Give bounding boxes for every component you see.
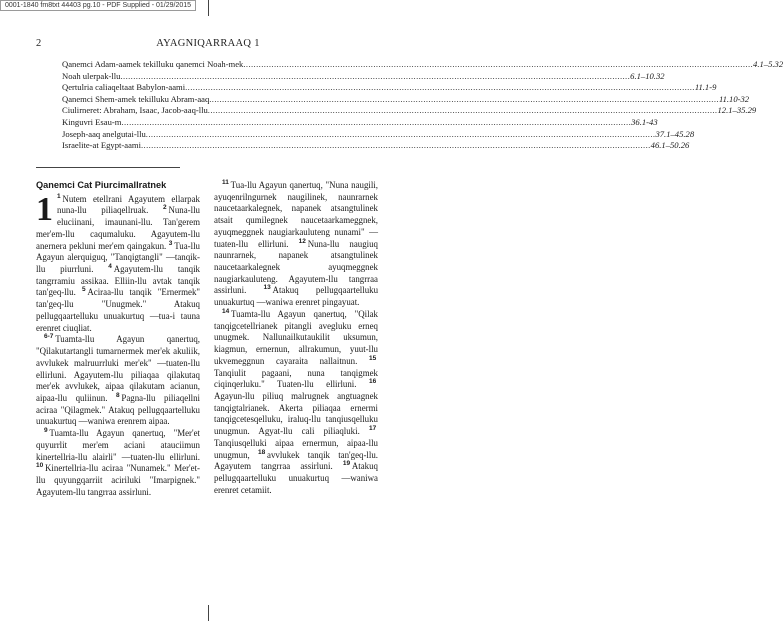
section-divider: [36, 167, 180, 168]
verse-text: Aciraa-llu tanqik "Ernermek" tan'geq-llu "Unugmek." Atakuq pellugqaartelluku unuakurtuq —tua-i tauna erenret ciuqliat.: [36, 287, 201, 333]
verse-number: 15: [368, 354, 377, 362]
toc-leader-dots: ........................................................................................................................................................................................................: [207, 105, 718, 116]
section-heading: Qanemci Cat Piurcimallratnek: [36, 180, 167, 190]
toc-entry-title: Qanemci Adam-aamek tekilluku qanemci Noah-mek: [62, 59, 244, 69]
print-slug: 0001-1840 fm8txt 44403 pg.10 - PDF Supplied - 01/29/2015: [0, 0, 196, 11]
toc-entry-title: Israelite-at Egypt-aami: [62, 140, 141, 151]
toc-leader-dots: ........................................................................................................................................................................................................: [209, 93, 719, 104]
verse-number: 2: [163, 204, 167, 212]
verse-text: Agayun-llu piliuq malrugnek angtuagnek tanqigtalrianek. Akerta piliaqaa ernermi tanqigcetesqelluku, iraluq-llu tanqiusqelluku unugmun. Agyat-llu cali piliaqluki.: [214, 390, 378, 437]
verse-number: 1: [57, 192, 61, 200]
verse-text: Tanqiusqelluki aipaa ernermun, aipaa-llu unugmun,: [214, 437, 378, 460]
toc-leader-dots: ........................................................................................................................................................................................................: [185, 82, 695, 93]
verse-paragraph: [214, 309, 378, 497]
verse-number: 19: [342, 460, 351, 468]
toc-leader-dots: ........................................................................................................................................................................................................: [140, 140, 651, 151]
verse-text: Tuamta-llu Agayun qanertuq, "Qilak tanqigcetellrianek pitangli avegluku erneq unugmek. Nallunailkutaukilit uksumun, kiagmun, ernernun, allrakumun, yuut-llu ukvemeggnun cayaraita nallaitnun.: [214, 308, 378, 366]
verse-text: Tanqiulit pagaani, nuna tanqigmek ciqinqerluku." Tuaten-llu ellirluni.: [214, 367, 378, 390]
verse-number: 16: [369, 378, 377, 386]
toc-entry: [62, 140, 690, 152]
toc-entry-reference: 11.10-32: [718, 93, 750, 104]
running-header: [36, 38, 380, 52]
chapter-number: 1: [36, 190, 53, 228]
verse-text: Tua-llu Agayun alerquiguq, "Tanqigtangli" —tanqik-llu piurrluni.: [36, 240, 200, 275]
toc-entry-title: Ciulirneret: Abraham, Isaac, Jacob-aaq-llu: [62, 105, 208, 116]
crop-mark-top: [208, 0, 209, 16]
toc-entry-reference: 46.1–50.26: [650, 140, 690, 151]
toc-entry: [62, 116, 658, 129]
toc-entry-title: Kinguvri Esau-m: [62, 116, 122, 127]
toc-entry-title: Qertulria caliaqeltaat Babylon-aami: [62, 82, 186, 93]
toc-entry-reference: 4.1–5.32: [753, 59, 783, 69]
verse-number: 14: [222, 307, 230, 315]
crop-mark-bottom: [208, 605, 209, 621]
verse-text: avvlukek tanqik tan'geq-llu. Agayutem tangrraa assirluni.: [214, 449, 379, 472]
toc-entry-reference: 36.1-43: [631, 116, 658, 127]
verse-text: Nuna-llu naugiuq naunrarnek, napanek atsangtulinek naucetaarkalegnek ayuqmeggnek naugiarkauluteng. Agayutem-llu tangrraa assirluni.: [214, 238, 378, 296]
verse-number: 5: [81, 286, 86, 294]
verse-number: 13: [263, 284, 271, 292]
verse-number: 10: [36, 462, 44, 470]
verse-paragraph: [36, 190, 201, 335]
verse-number: 12: [298, 237, 306, 245]
left-text-column: [36, 180, 200, 498]
verse-paragraph: [214, 180, 378, 309]
toc-entry-reference: 11.1-9: [694, 82, 717, 93]
verse-number: 17: [368, 425, 377, 433]
verse-text: Agayutem-llu tanqik tangrramiu assikaa. Elliin-llu avtak tanqik tan'geq-llu.: [36, 264, 200, 298]
left-column-body: [36, 190, 201, 499]
toc-entry: [62, 93, 750, 106]
toc-leader-dots: ........................................................................................................................................................................................................: [121, 116, 632, 127]
toc-entry: [62, 82, 717, 94]
verse-number: 4: [108, 263, 112, 271]
toc-leader-dots: ........................................................................................................................................................................................................: [243, 59, 754, 69]
verse-text: Atakuq pellugqaartelluku unuakurtuq —waniwa erenret cetamiit.: [214, 461, 378, 495]
toc-entry-reference: 37.1–45.28: [655, 128, 695, 139]
running-title: AYAGNIQARRAAQ 1: [156, 38, 260, 49]
toc-leader-dots: ........................................................................................................................................................................................................: [120, 70, 631, 81]
verse-text: Tua-llu Agayun qanertuq, "Nuna naugili, ayuqenrilngurnek naugilinek, naunrarnek naucetaarkalegnek, napanek atsangtulinek atsait qumilegnek naucetaarkameggnek, ayuqmeggnek naugiarkauluteng nunami" —tuaten-llu ellirluni.: [214, 180, 378, 249]
verse-number: 11: [222, 179, 229, 187]
verse-text: Pagna-llu piliaqellni aciraa "Qilagmek." Atakuq pellugqaartelluku unuakurtuq —waniwa erenrem aipaa.: [36, 392, 200, 427]
verse-paragraph: [36, 334, 200, 428]
right-column-body: [214, 180, 378, 496]
verse-paragraph: [36, 428, 200, 498]
verse-number: 18: [258, 448, 266, 456]
toc-entry: [62, 128, 695, 141]
toc-entry-title: Joseph-aaq anelgutai-llu: [62, 128, 146, 139]
toc-entry: [62, 105, 757, 117]
verse-text: Nutem etellrani Agayutem ellarpak nuna-llu piliaqellruak.: [57, 193, 200, 216]
verse-text: Atakuq pellugqaartelluku unuakurtuq —waniwa erenret pingayuat.: [214, 285, 379, 308]
verse-number: 8: [116, 391, 120, 399]
verse-text: Tuamta-llu Agayun qanertuq, "Qilakutartangli tumarnermek mer'ek akuliik, avvlukek malruurrluki mer'ek" —tuaten-llu ellirluni. Agayutem-llu piliaqaa qilakutaq mer'ek avvlukek, aipaa qilakutam acianun, aipaa-llu quliinun.: [36, 334, 200, 403]
verse-text: Nuna-llu eluciinani, imaunani-llu. Tan'gerem mer'em-llu caqumaluku. Agayutem-llu anernera pekluni mer'em qaingakun.: [36, 205, 200, 251]
page-number: 2: [36, 38, 42, 49]
verse-number: 6-7: [44, 333, 54, 341]
toc-entry-title: Qanemci Shem-amek tekilluku Abram-aaq: [62, 93, 210, 104]
verse-text: Kinertellria-llu aciraa "Nunamek." Mer'et-llu quyungqarriit aciriluki "Imarpignek." Agayutem-llu tangrraa assirluni.: [36, 463, 200, 497]
toc-entry-reference: 12.1–35.29: [717, 105, 757, 116]
verse-text: Tuamta-llu Agayun qanertuq, "Mer'et quyurrlit mer'em aciani atauciimun kinertellria-llu alairli" —tuaten-llu ellirluni.: [36, 428, 200, 462]
toc-entry-reference: 6.1–10.32: [630, 70, 665, 81]
toc-entry: [62, 59, 783, 71]
right-text-column: [214, 180, 378, 496]
verse-number: 9: [44, 427, 48, 435]
verse-number: 3: [168, 239, 173, 247]
toc-entry-title: Noah ulerpak-llu: [62, 70, 121, 81]
toc-leader-dots: ........................................................................................................................................................................................................: [145, 128, 656, 139]
book-outline: [62, 59, 783, 152]
toc-entry: [62, 70, 665, 83]
